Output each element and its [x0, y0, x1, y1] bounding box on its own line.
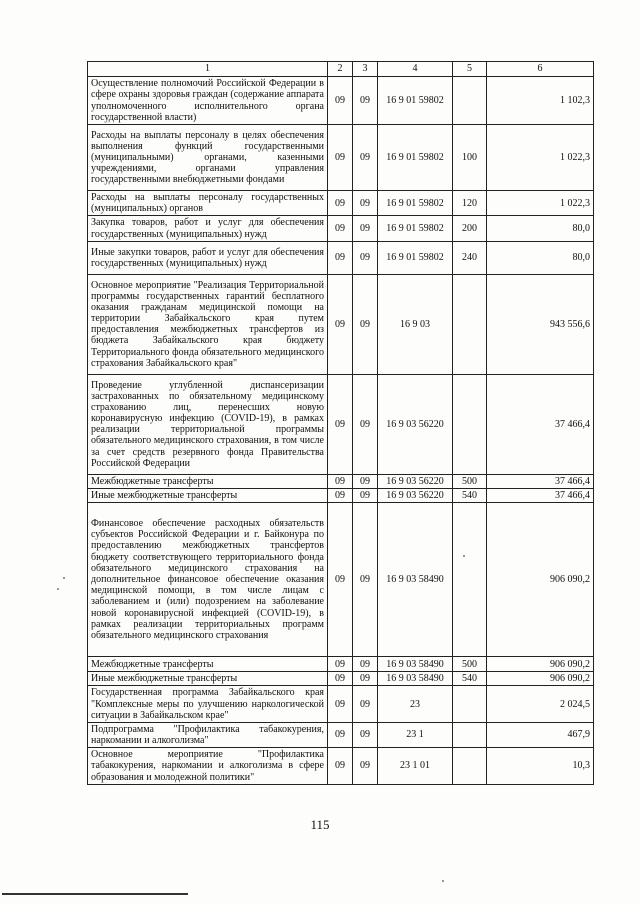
row-expense-type	[453, 77, 487, 125]
row-amount: 943 556,6	[487, 274, 594, 374]
row-expense-type	[453, 748, 487, 785]
row-name: Межбюджетные трансферты	[88, 657, 328, 672]
row-subsection: 09	[353, 722, 378, 747]
row-expense-type: 240	[453, 241, 487, 274]
bottom-rule	[2, 893, 188, 895]
row-expense-type	[453, 503, 487, 657]
row-section: 09	[328, 722, 353, 747]
row-section: 09	[328, 274, 353, 374]
row-target-article: 23 1 01	[378, 748, 453, 785]
row-subsection: 09	[353, 503, 378, 657]
row-target-article: 23 1	[378, 722, 453, 747]
column-header: 4	[378, 62, 453, 77]
row-name: Подпрограмма "Профилактика табакокурения, наркомании и алкоголизма"	[88, 722, 328, 747]
row-subsection: 09	[353, 657, 378, 672]
row-subsection: 09	[353, 125, 378, 191]
row-section: 09	[328, 657, 353, 672]
row-section: 09	[328, 686, 353, 723]
table-row	[88, 686, 594, 723]
row-section: 09	[328, 474, 353, 488]
row-name: Иные закупки товаров, работ и услуг для обеспечения государственных (муниципальных) нужд	[88, 241, 328, 274]
row-amount: 37 466,4	[487, 488, 594, 502]
budget-table	[87, 61, 594, 785]
row-amount: 467,9	[487, 722, 594, 747]
table-row	[88, 191, 594, 216]
row-section: 09	[328, 503, 353, 657]
row-target-article: 16 9 03 58490	[378, 672, 453, 686]
table-header-row	[88, 62, 594, 77]
row-section: 09	[328, 77, 353, 125]
table-row	[88, 241, 594, 274]
row-expense-type: 200	[453, 216, 487, 241]
table-row	[88, 474, 594, 488]
row-section: 09	[328, 241, 353, 274]
row-subsection: 09	[353, 274, 378, 374]
row-section: 09	[328, 672, 353, 686]
row-subsection: 09	[353, 241, 378, 274]
column-header: 6	[487, 62, 594, 77]
row-subsection: 09	[353, 488, 378, 502]
scan-speck	[442, 880, 444, 882]
table-row	[88, 274, 594, 374]
row-name: Расходы на выплаты персоналу государственных (муниципальных) органов	[88, 191, 328, 216]
scan-speck	[463, 555, 465, 557]
row-target-article: 16 9 01 59802	[378, 216, 453, 241]
row-expense-type: 500	[453, 474, 487, 488]
row-name: Основное мероприятие "Профилактика табакокурения, наркомании и алкоголизма в сфере образования и молодежной политики"	[88, 748, 328, 785]
table-row	[88, 374, 594, 474]
row-target-article: 16 9 03 56220	[378, 374, 453, 474]
row-name: Межбюджетные трансферты	[88, 474, 328, 488]
row-amount: 80,0	[487, 241, 594, 274]
row-target-article: 23	[378, 686, 453, 723]
row-amount: 80,0	[487, 216, 594, 241]
row-amount: 37 466,4	[487, 374, 594, 474]
table-row	[88, 748, 594, 785]
row-section: 09	[328, 488, 353, 502]
row-amount: 37 466,4	[487, 474, 594, 488]
scan-speck	[63, 577, 65, 579]
table-row	[88, 503, 594, 657]
column-header: 3	[353, 62, 378, 77]
row-target-article: 16 9 01 59802	[378, 77, 453, 125]
row-amount: 1 022,3	[487, 125, 594, 191]
row-target-article: 16 9 03 56220	[378, 474, 453, 488]
row-name: Расходы на выплаты персоналу в целях обеспечения выполнения функций государственными (муниципальными) органами, казенными учреждениями, органами управления государственными внебюджетными фондами	[88, 125, 328, 191]
row-target-article: 16 9 03	[378, 274, 453, 374]
row-subsection: 09	[353, 474, 378, 488]
row-expense-type: 500	[453, 657, 487, 672]
row-target-article: 16 9 03 58490	[378, 503, 453, 657]
row-section: 09	[328, 191, 353, 216]
row-subsection: 09	[353, 191, 378, 216]
row-name: Финансовое обеспечение расходных обязательств субъектов Российской Федерации и г. Байконура по предоставлению межбюджетных трансфертов бюджету соответствующего территориального фонда обязательного медицинского страхования на дополнительное финансовое обеспечение оказания медицинской помощи, в том числе лицам с заболеванием и (или) подозрением на заболевание новой коронавирусной инфекцией (COVID-19), в рамках реализации территориальных программ обязательного медицинского страхования	[88, 503, 328, 657]
row-section: 09	[328, 216, 353, 241]
row-target-article: 16 9 01 59802	[378, 191, 453, 216]
table-row	[88, 657, 594, 672]
row-name: Осуществление полномочий Российской Федерации в сфере охраны здоровья граждан (содержание аппарата уполномоченного исполнительного органа государственной власти)	[88, 77, 328, 125]
row-target-article: 16 9 01 59802	[378, 241, 453, 274]
row-amount: 906 090,2	[487, 657, 594, 672]
column-header: 5	[453, 62, 487, 77]
row-name: Основное мероприятие "Реализация Территориальной программы государственных гарантий бесплатного оказания гражданам медицинской помощи на территории Забайкальского края путем предоставления межбюджетных трансфертов из бюджета Забайкальского края бюджету Территориального фонда обязательного медицинского страхования Забайкальского края"	[88, 274, 328, 374]
table-row	[88, 488, 594, 502]
row-name: Проведение углубленной диспансеризации застрахованных по обязательному медицинскому страхованию лиц, перенесших новую коронавирусную инфекцию (COVID-19), в рамках реализации территориальной программы обязательного медицинского страхования, в том числе за счет средств резервного фонда Правительства Российской Федерации	[88, 374, 328, 474]
row-target-article: 16 9 03 58490	[378, 657, 453, 672]
row-section: 09	[328, 125, 353, 191]
column-header: 2	[328, 62, 353, 77]
row-amount: 906 090,2	[487, 503, 594, 657]
table-row	[88, 77, 594, 125]
table-row	[88, 125, 594, 191]
table-row	[88, 672, 594, 686]
row-amount: 2 024,5	[487, 686, 594, 723]
column-header: 1	[88, 62, 328, 77]
row-expense-type	[453, 686, 487, 723]
row-target-article: 16 9 03 56220	[378, 488, 453, 502]
scan-speck	[57, 588, 59, 590]
page-number: 115	[310, 817, 330, 832]
row-amount: 906 090,2	[487, 672, 594, 686]
row-expense-type: 100	[453, 125, 487, 191]
row-amount: 1 102,3	[487, 77, 594, 125]
row-section: 09	[328, 748, 353, 785]
row-name: Государственная программа Забайкальского края "Комплексные меры по улучшению наркологической ситуации в Забайкальском крае"	[88, 686, 328, 723]
row-name: Закупка товаров, работ и услуг для обеспечения государственных (муниципальных) нужд	[88, 216, 328, 241]
row-expense-type: 540	[453, 488, 487, 502]
table-row	[88, 216, 594, 241]
row-expense-type	[453, 274, 487, 374]
row-expense-type	[453, 722, 487, 747]
row-target-article: 16 9 01 59802	[378, 125, 453, 191]
row-name: Иные межбюджетные трансферты	[88, 672, 328, 686]
row-amount: 1 022,3	[487, 191, 594, 216]
row-amount: 10,3	[487, 748, 594, 785]
row-subsection: 09	[353, 374, 378, 474]
row-expense-type: 120	[453, 191, 487, 216]
row-expense-type: 540	[453, 672, 487, 686]
row-subsection: 09	[353, 748, 378, 785]
row-expense-type	[453, 374, 487, 474]
row-subsection: 09	[353, 77, 378, 125]
table-row	[88, 722, 594, 747]
row-subsection: 09	[353, 686, 378, 723]
row-subsection: 09	[353, 672, 378, 686]
row-name: Иные межбюджетные трансферты	[88, 488, 328, 502]
row-subsection: 09	[353, 216, 378, 241]
row-section: 09	[328, 374, 353, 474]
